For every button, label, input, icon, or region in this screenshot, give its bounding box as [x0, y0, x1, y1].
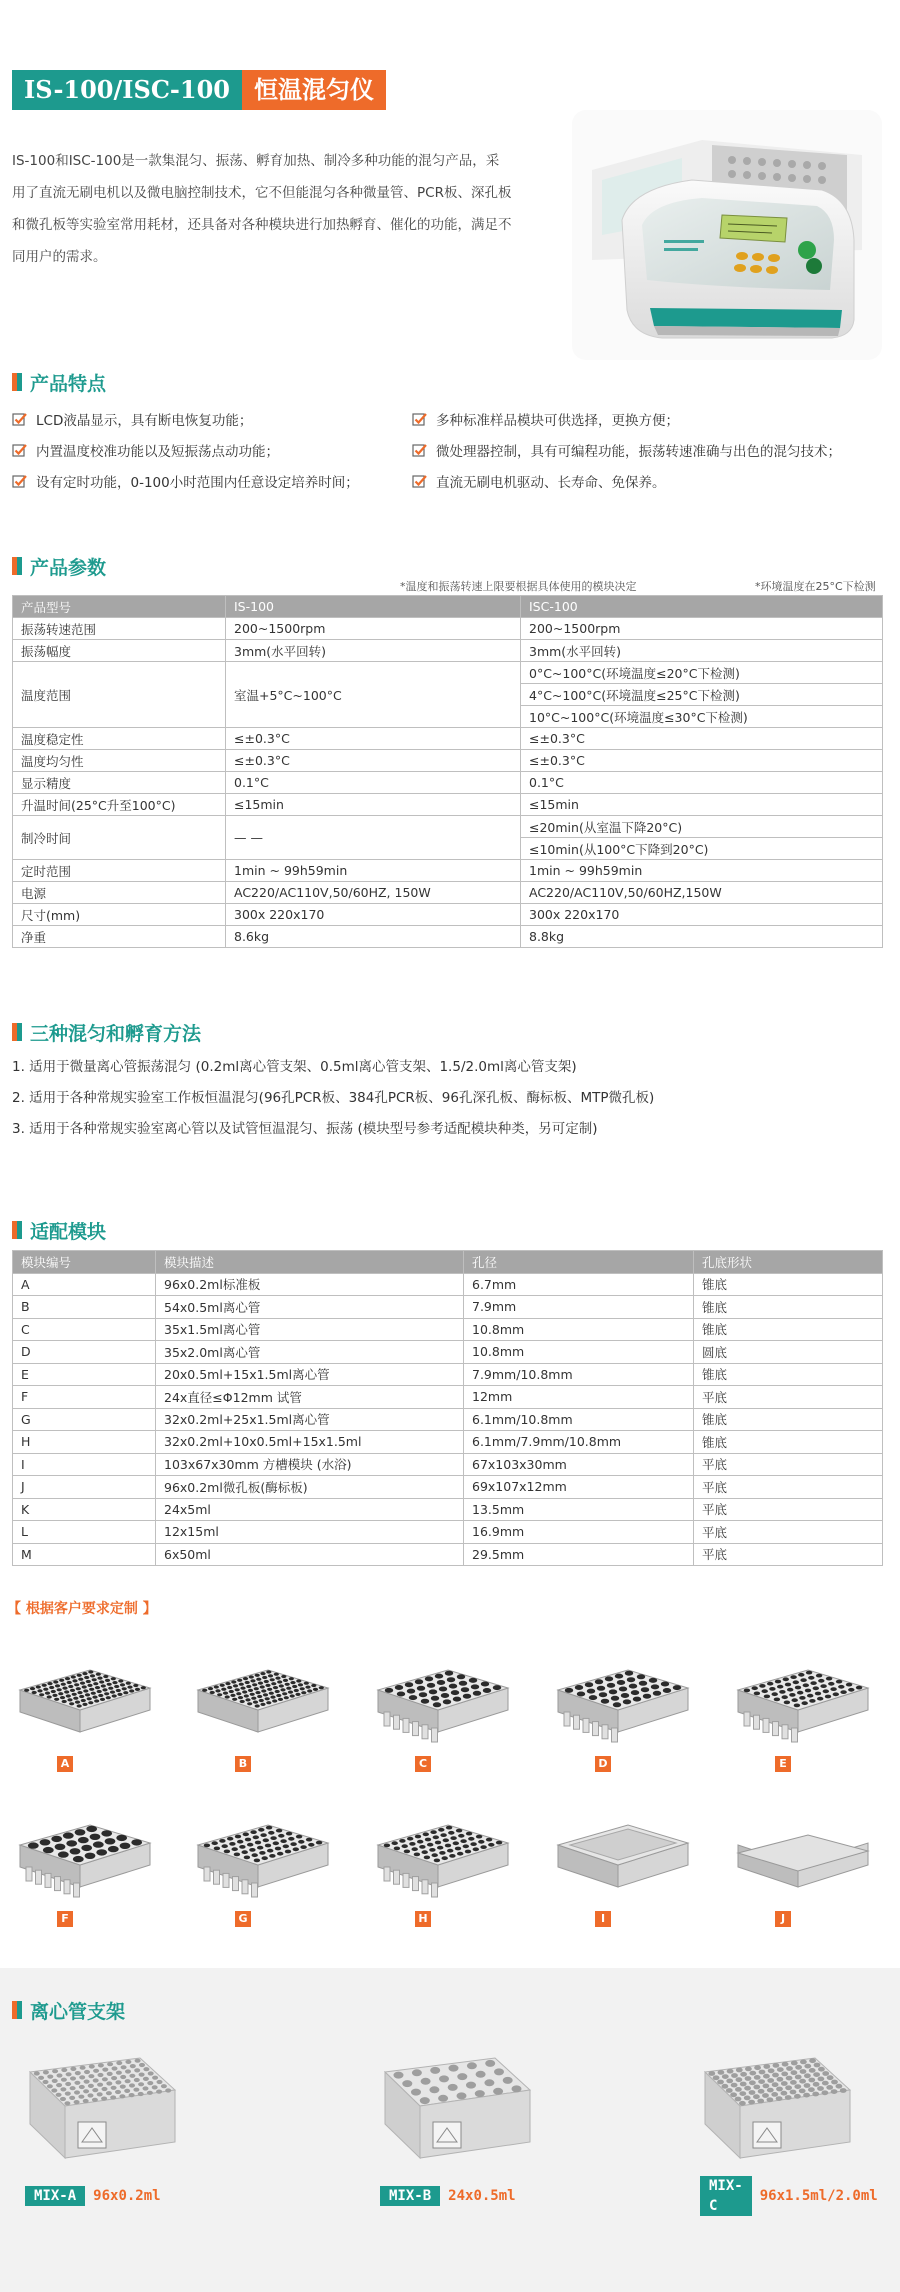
module-bottom: 平底: [694, 1498, 883, 1521]
feature-text: 微处理器控制，具有可编程功能，振荡转速准确与出色的混匀技术；: [436, 444, 841, 460]
param-is100: 3mm(水平回转): [226, 640, 521, 662]
rack-illustration: [20, 2050, 180, 2175]
table-header-cell: 模块描述: [156, 1251, 464, 1274]
param-label: 温度范围: [13, 662, 226, 728]
product-title-bar: [12, 70, 386, 110]
module-bottom: 锥底: [694, 1296, 883, 1319]
param-is100: ≤15min: [226, 794, 521, 816]
param-label: 温度稳定性: [13, 728, 226, 750]
module-bore: 6.1mm/10.8mm: [464, 1408, 694, 1431]
param-isc100: 0.1°C: [521, 772, 883, 794]
rack-label: [25, 2186, 161, 2206]
module-code: B: [13, 1296, 156, 1319]
product-model: IS-100/ISC-100: [12, 70, 242, 110]
param-is100: — —: [226, 816, 521, 860]
rack-description: 24x0.5ml: [448, 2188, 516, 2204]
module-image: [728, 1650, 878, 1770]
module-description: 12x15ml: [156, 1521, 464, 1544]
module-bottom: 锥底: [694, 1318, 883, 1341]
table-row: [13, 1273, 883, 1296]
params-table: [12, 595, 883, 948]
module-description: 20x0.5ml+15x1.5ml离心管: [156, 1363, 464, 1386]
module-bottom: 锥底: [694, 1273, 883, 1296]
module-code: E: [13, 1363, 156, 1386]
section-title: 产品特点: [30, 372, 107, 395]
table-row: [13, 1543, 883, 1566]
method-item: 3. 适用于各种常规实验室离心管以及试管恒温混匀、振荡 (模块型号参考适配模块种类，另可定制): [12, 1121, 598, 1137]
rack-code: MIX-A: [25, 2186, 85, 2206]
module-code: D: [13, 1341, 156, 1364]
table-row: [13, 728, 883, 750]
param-label: 振荡转速范围: [13, 618, 226, 640]
params-note-left: *温度和振荡转速上限要根据具体使用的模块决定: [400, 580, 637, 593]
module-bore: 13.5mm: [464, 1498, 694, 1521]
module-bore: 12mm: [464, 1386, 694, 1409]
param-isc100: 200~1500rpm: [521, 618, 883, 640]
param-label: 振荡幅度: [13, 640, 226, 662]
section-heading-methods: [12, 1020, 201, 1044]
param-label: 定时范围: [13, 860, 226, 882]
checkbox-icon: [412, 411, 428, 427]
table-header-cell: 产品型号: [13, 596, 226, 618]
feature-item: [12, 472, 402, 490]
module-block-illustration: [10, 1650, 160, 1750]
table-header-cell: 孔底形状: [694, 1251, 883, 1274]
module-code: J: [13, 1476, 156, 1499]
table-row: [13, 662, 883, 684]
rack-description: 96x1.5ml/2.0ml: [759, 2188, 878, 2204]
param-is100: ≤±0.3°C: [226, 728, 521, 750]
table-header-cell: IS-100: [226, 596, 521, 618]
module-bottom: 平底: [694, 1386, 883, 1409]
method-item: 2. 适用于各种常规实验室工作板恒温混匀(96孔PCR板、384孔PCR板、96孔深孔板、酶标板、MTP微孔板): [12, 1090, 655, 1106]
module-code: F: [13, 1386, 156, 1409]
module-description: 24x直径≤Φ12mm 试管: [156, 1386, 464, 1409]
rack-item: [695, 2050, 878, 2214]
module-image: [728, 1805, 878, 1925]
table-header-row: [13, 1251, 883, 1274]
module-bore: 6.1mm/7.9mm/10.8mm: [464, 1431, 694, 1454]
feature-text: LCD液晶显示，具有断电恢复功能；: [36, 413, 253, 429]
table-row: [13, 1341, 883, 1364]
module-bottom: 锥底: [694, 1431, 883, 1454]
param-label: 显示精度: [13, 772, 226, 794]
table-row: [13, 618, 883, 640]
module-description: 35x1.5ml离心管: [156, 1318, 464, 1341]
table-row: [13, 1386, 883, 1409]
module-code: K: [13, 1498, 156, 1521]
module-label-badge: B: [235, 1756, 251, 1772]
module-description: 35x2.0ml离心管: [156, 1341, 464, 1364]
param-isc100: ≤15min: [521, 794, 883, 816]
module-description: 6x50ml: [156, 1543, 464, 1566]
module-bore: 67x103x30mm: [464, 1453, 694, 1476]
param-is100: 8.6kg: [226, 926, 521, 948]
module-bottom: 圆底: [694, 1341, 883, 1364]
module-description: 54x0.5ml离心管: [156, 1296, 464, 1319]
rack-code: MIX-B: [380, 2186, 440, 2206]
section-marker: [12, 1023, 22, 1041]
section-title: 离心管支架: [30, 2000, 126, 2023]
table-row: [13, 640, 883, 662]
module-code: A: [13, 1273, 156, 1296]
table-row: [13, 882, 883, 904]
param-is100: 300x 220x170: [226, 904, 521, 926]
module-block-illustration: [548, 1650, 698, 1750]
module-description: 96x0.2ml微孔板(酶标板): [156, 1476, 464, 1499]
section-marker: [12, 2001, 22, 2019]
module-image: [10, 1805, 160, 1925]
table-row: [13, 926, 883, 948]
param-isc100: ≤±0.3°C: [521, 750, 883, 772]
param-is100: 0.1°C: [226, 772, 521, 794]
param-is100: 200~1500rpm: [226, 618, 521, 640]
param-label: 净重: [13, 926, 226, 948]
module-label-badge: F: [57, 1911, 73, 1927]
module-description: 96x0.2ml标准板: [156, 1273, 464, 1296]
module-block-illustration: [548, 1805, 698, 1905]
module-description: 103x67x30mm 方槽模块 (水浴): [156, 1453, 464, 1476]
section-title: 三种混匀和孵育方法: [30, 1022, 202, 1045]
modules-table-body: [13, 1273, 883, 1566]
module-bore: 10.8mm: [464, 1318, 694, 1341]
module-bottom: 平底: [694, 1521, 883, 1544]
param-is100: AC220/AC110V,50/60HZ, 150W: [226, 882, 521, 904]
module-description: 24x5ml: [156, 1498, 464, 1521]
module-block-illustration: [188, 1805, 338, 1905]
feature-list: [12, 410, 888, 490]
module-label-badge: J: [775, 1911, 791, 1927]
module-block-illustration: [728, 1805, 878, 1905]
section-heading-modules: [12, 1218, 106, 1242]
module-bottom: 锥底: [694, 1408, 883, 1431]
feature-item: [412, 441, 882, 459]
module-bottom: 平底: [694, 1453, 883, 1476]
module-code: I: [13, 1453, 156, 1476]
rack-description: 96x0.2ml: [93, 2188, 161, 2204]
param-isc100: 1min ~ 99h59min: [521, 860, 883, 882]
rack-item: [375, 2050, 535, 2204]
table-row: [13, 1431, 883, 1454]
module-block-illustration: [188, 1650, 338, 1750]
rack-label: [380, 2186, 516, 2206]
module-bore: 16.9mm: [464, 1521, 694, 1544]
param-is100: 室温+5°C~100°C: [226, 662, 521, 728]
module-bore: 7.9mm/10.8mm: [464, 1363, 694, 1386]
module-label-badge: G: [235, 1911, 251, 1927]
module-bottom: 平底: [694, 1543, 883, 1566]
module-block-illustration: [368, 1650, 518, 1750]
module-label-badge: D: [595, 1756, 611, 1772]
param-isc100: 300x 220x170: [521, 904, 883, 926]
module-image: [548, 1805, 698, 1925]
module-code: L: [13, 1521, 156, 1544]
table-row: [13, 816, 883, 838]
table-row: [13, 1408, 883, 1431]
params-note-right: *环境温度在25°C下检测: [755, 580, 876, 593]
table-row: [13, 1498, 883, 1521]
section-marker: [12, 557, 22, 575]
module-code: M: [13, 1543, 156, 1566]
table-header-cell: 孔径: [464, 1251, 694, 1274]
table-row: [13, 1296, 883, 1319]
table-row: [13, 1521, 883, 1544]
rack-item: [20, 2050, 180, 2204]
feature-text: 设有定时功能，0-100小时范围内任意设定培养时间；: [36, 475, 359, 491]
product-intro: IS-100和ISC-100是一款集混匀、振荡、孵育加热、制冷多种功能的混匀产品，采用了直流无刷电机以及微电脑控制技术，它不但能混匀各种微量管、PCR板、深孔板和微孔板等实验室常用耗材，还具备对各种模块进行加热孵育、催化的功能，满足不同用户的需求。: [12, 153, 512, 265]
feature-item: [12, 441, 402, 459]
module-block-illustration: [10, 1805, 160, 1905]
table-row: [13, 1363, 883, 1386]
param-label: 尺寸(mm): [13, 904, 226, 926]
section-title: 适配模块: [30, 1220, 107, 1243]
module-description: 32x0.2ml+25x1.5ml离心管: [156, 1408, 464, 1431]
rack-illustration: [695, 2050, 855, 2175]
module-bore: 7.9mm: [464, 1296, 694, 1319]
module-label-badge: E: [775, 1756, 791, 1772]
rack-code: MIX-C: [700, 2176, 752, 2216]
method-list: [12, 1052, 654, 1145]
rack-label: [700, 2178, 878, 2214]
table-row: [13, 904, 883, 926]
param-isc100: ≤±0.3°C: [521, 728, 883, 750]
checkbox-icon: [412, 473, 428, 489]
module-code: H: [13, 1431, 156, 1454]
param-isc100: 8.8kg: [521, 926, 883, 948]
feature-text: 多种标准样品模块可供选择，更换方便；: [436, 413, 679, 429]
param-isc100: ≤20min(从室温下降20°C): [521, 816, 883, 838]
module-bore: 29.5mm: [464, 1543, 694, 1566]
modules-table: [12, 1250, 883, 1566]
module-description: 32x0.2ml+10x0.5ml+15x1.5ml: [156, 1431, 464, 1454]
table-row: [13, 1453, 883, 1476]
param-isc100: 10°C~100°C(环境温度≤30°C下检测): [521, 706, 883, 728]
module-bore: 69x107x12mm: [464, 1476, 694, 1499]
module-image: [548, 1650, 698, 1770]
section-heading-params: [12, 554, 106, 578]
section-title: 产品参数: [30, 556, 107, 579]
module-bore: 6.7mm: [464, 1273, 694, 1296]
table-row: [13, 860, 883, 882]
table-row: [13, 772, 883, 794]
module-image: [188, 1650, 338, 1770]
checkbox-icon: [12, 473, 28, 489]
checkbox-icon: [12, 411, 28, 427]
module-label-badge: C: [415, 1756, 431, 1772]
product-name: 恒温混匀仪: [242, 70, 386, 110]
feature-item: [412, 410, 882, 428]
custom-note: 【 根据客户要求定制 】: [7, 1601, 157, 1617]
module-code: C: [13, 1318, 156, 1341]
module-label-badge: A: [57, 1756, 73, 1772]
section-marker: [12, 373, 22, 391]
feature-item: [412, 472, 882, 490]
param-is100: 1min ~ 99h59min: [226, 860, 521, 882]
feature-item: [12, 410, 402, 428]
table-row: [13, 1318, 883, 1341]
table-row: [13, 750, 883, 772]
module-block-illustration: [368, 1805, 518, 1905]
table-header-cell: 模块编号: [13, 1251, 156, 1274]
module-image: [10, 1650, 160, 1770]
param-isc100: 0°C~100°C(环境温度≤20°C下检测): [521, 662, 883, 684]
table-header-cell: ISC-100: [521, 596, 883, 618]
module-image: [188, 1805, 338, 1925]
table-header-row: [13, 596, 883, 618]
method-item: 1. 适用于微量离心管振荡混匀 (0.2ml离心管支架、0.5ml离心管支架、1.5/2.0ml离心管支架): [12, 1059, 577, 1075]
device-image: [572, 110, 882, 360]
section-heading-racks: [12, 1998, 125, 2022]
module-block-illustration: [728, 1650, 878, 1750]
rack-illustration: [375, 2050, 535, 2175]
param-label: 制冷时间: [13, 816, 226, 860]
param-isc100: ≤10min(从100°C下降到20°C): [521, 838, 883, 860]
module-label-badge: H: [415, 1911, 431, 1927]
module-label-badge: I: [595, 1911, 611, 1927]
module-bottom: 锥底: [694, 1363, 883, 1386]
module-image: [368, 1805, 518, 1925]
feature-text: 内置温度校准功能以及短振荡点动功能；: [36, 444, 279, 460]
feature-text: 直流无刷电机驱动、长寿命、免保养。: [436, 475, 666, 491]
section-heading-features: [12, 370, 106, 394]
param-is100: ≤±0.3°C: [226, 750, 521, 772]
checkbox-icon: [12, 442, 28, 458]
table-row: [13, 1476, 883, 1499]
param-isc100: 3mm(水平回转): [521, 640, 883, 662]
module-bore: 10.8mm: [464, 1341, 694, 1364]
param-isc100: AC220/AC110V,50/60HZ,150W: [521, 882, 883, 904]
section-marker: [12, 1221, 22, 1239]
param-label: 升温时间(25°C升至100°C): [13, 794, 226, 816]
param-isc100: 4°C~100°C(环境温度≤25°C下检测): [521, 684, 883, 706]
table-row: [13, 794, 883, 816]
checkbox-icon: [412, 442, 428, 458]
param-label: 电源: [13, 882, 226, 904]
module-bottom: 平底: [694, 1476, 883, 1499]
module-image: [368, 1650, 518, 1770]
param-label: 温度均匀性: [13, 750, 226, 772]
module-code: G: [13, 1408, 156, 1431]
